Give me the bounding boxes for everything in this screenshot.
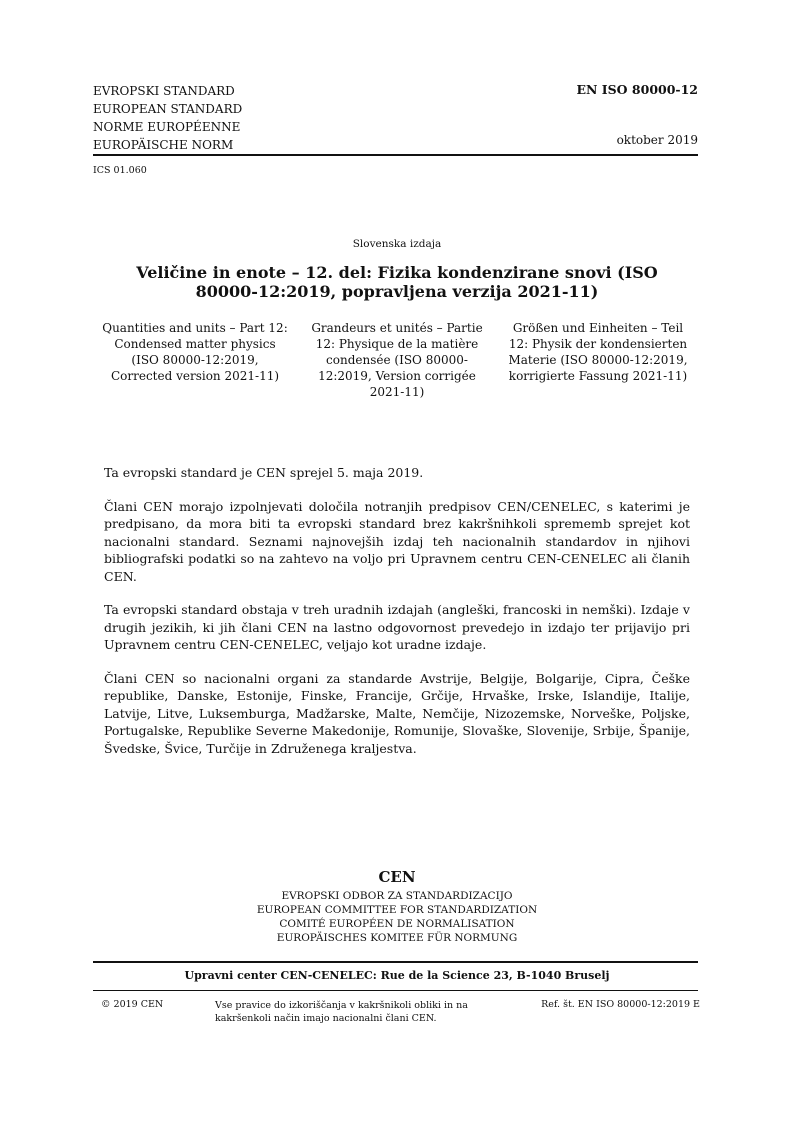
standard-name-en: EUROPEAN STANDARD	[93, 102, 243, 116]
cen-name-sl: EVROPSKI ODBOR ZA STANDARDIZACIJO	[281, 890, 513, 902]
standard-names	[93, 82, 242, 154]
copyright-notice: © 2019 CEN	[101, 999, 164, 1010]
body-paragraph-adoption: Ta evropski standard je CEN sprejel 5. maja 2019.	[104, 465, 424, 480]
header-divider	[93, 154, 698, 156]
body-paragraph-languages: Ta evropski standard obstaja v treh uradnih izdajah (angleški, francoski in nemški). Izdaje v drugih jezikih, ki jih člani CEN na lastno odgovornost prevedejo in izdajo ter prijavijo pri Upravnem centru CEN-CENELEC, veljajo kot uradne izdaje.	[104, 602, 690, 652]
cen-name-fr: COMITÉ EUROPÉEN DE NORMALISATION	[279, 918, 515, 930]
cen-name-de: EUROPÄISCHES KOMITEE FÜR NORMUNG	[276, 932, 518, 944]
title-english: Quantities and units – Part 12: Condensed matter physics (ISO 80000-12:2019, Corrected version 2021-11)	[102, 321, 288, 383]
body-paragraph-obligations: Člani CEN morajo izpolnjevati določila notranjih predpisov CEN/CENELEC, s katerimi je predpisano, da mora biti ta evropski standard brez kakršnihkoli sprememb sprejet kot nacionalni standard. Seznami najnovejših izdaj teh nacionalnih standardov in njihovi bibliografski podatki so na zahtevo na voljo pri Upravnem centru CEN-CENELEC ali članih CEN.	[104, 498, 690, 584]
standard-number: EN ISO 80000-12	[576, 82, 698, 97]
standard-name-fr: NORME EUROPÉENNE	[93, 120, 241, 134]
cen-name-en: EUROPEAN COMMITTEE FOR STANDARDIZATION	[256, 904, 538, 916]
document-body	[104, 464, 690, 773]
standard-name-de: EUROPÄISCHE NORM	[93, 138, 234, 152]
cen-names	[0, 889, 794, 945]
ics-code: ICS 01.060	[93, 165, 147, 176]
publication-date: oktober 2019	[616, 133, 698, 147]
cen-address: Upravni center CEN-CENELEC: Rue de la Science 23, B-1040 Bruselj	[184, 969, 610, 982]
body-paragraph-members: Člani CEN so nacionalni organi za standarde Avstrije, Belgije, Bolgarije, Cipra, Češke republike, Danske, Estonije, Finske, Francije, Grčije, Hrvaške, Irske, Islandije, Italije, Latvije, Litve, Luksemburga, Madžarske, Malte, Nemčije, Nizozemske, Norveške, Poljske, Portugalske, Republike Severne Makedonije, Romunije, Slovaške, Slovenije, Srbije, Španije, Švedske, Švice, Turčije in Združenega kraljestva.	[104, 670, 690, 756]
edition-label: Slovenska izdaja	[352, 238, 442, 250]
footer-divider-bottom	[93, 990, 698, 991]
footer-divider-top	[93, 961, 698, 963]
standard-name-sl: EVROPSKI STANDARD	[93, 84, 235, 98]
title-german: Größen und Einheiten – Teil 12: Physik der kondensierten Materie (ISO 80000-12:2019, korrigierte Fassung 2021-11)	[508, 321, 688, 383]
reference-number: Ref. št. EN ISO 80000-12:2019 E	[541, 999, 700, 1010]
cen-title: CEN	[378, 868, 416, 886]
title-french: Grandeurs et unités – Partie 12: Physique de la matière condensée (ISO 80000-12:2019, Version corrigée 2021-11)	[311, 321, 483, 399]
document-title: Veličine in enote – 12. del: Fizika kondenzirane snovi (ISO 80000-12:2019, popravljena verzija 2021-11)	[136, 263, 658, 301]
rights-notice: Vse pravice do izkoriščanja v kakršnikoli obliki in na kakršenkoli način imajo nacionalni člani CEN.	[215, 1000, 468, 1024]
